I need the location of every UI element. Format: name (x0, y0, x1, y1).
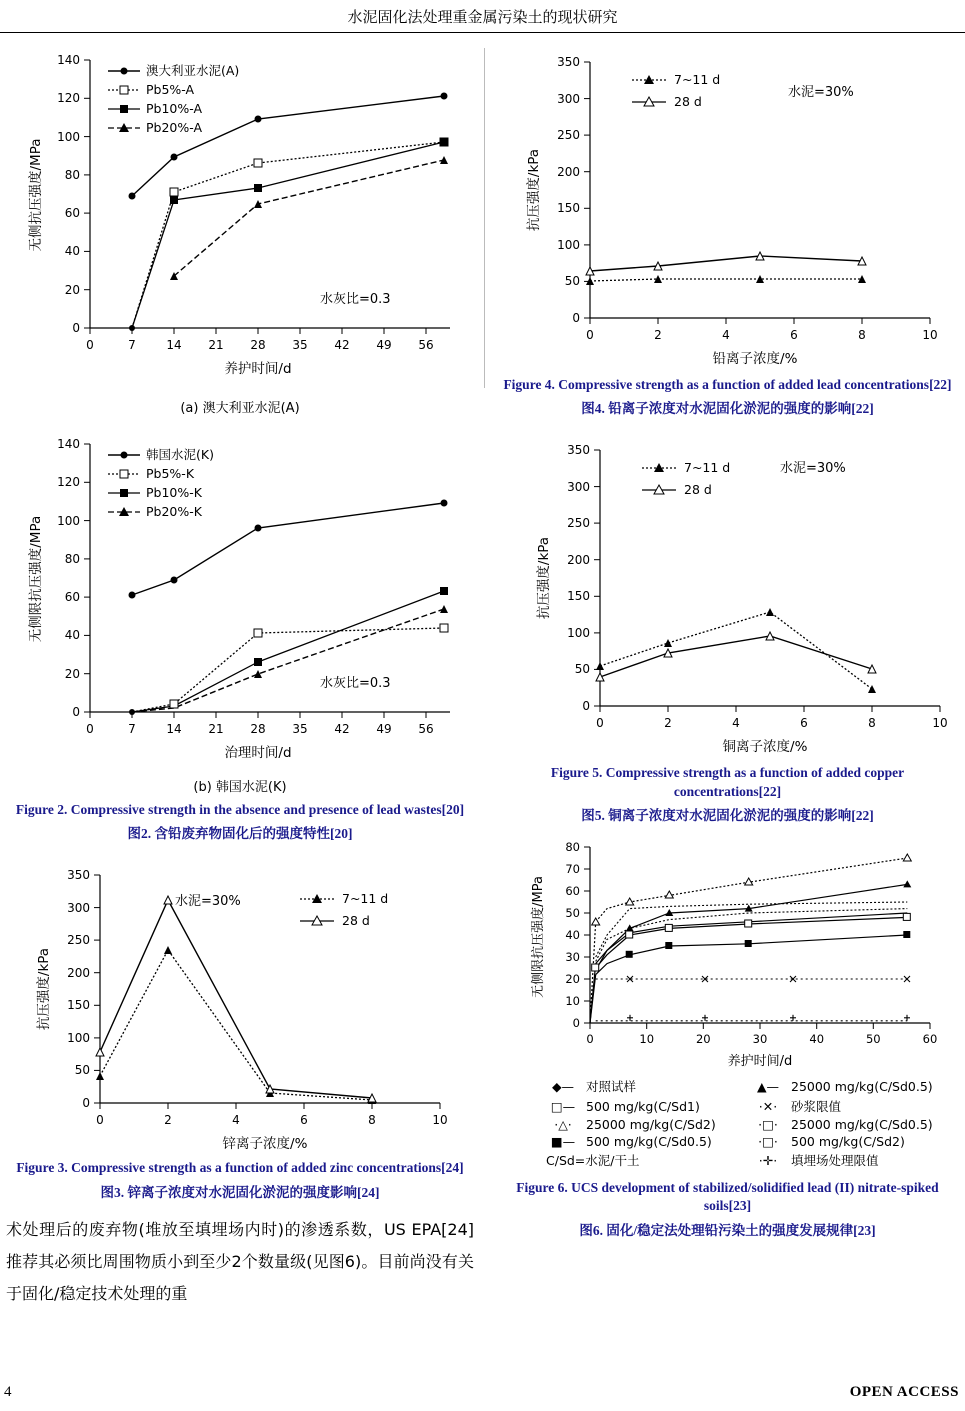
square-filled-icon: ■— (550, 1134, 576, 1150)
svg-text:养护时间/d: 养护时间/d (727, 1054, 793, 1070)
svg-text:140: 140 (57, 53, 80, 67)
svg-text:8: 8 (368, 1113, 376, 1128)
svg-text:10: 10 (922, 328, 938, 342)
legend-note: C/Sd=水泥/干土 (546, 1153, 640, 1169)
legend-item: ·△· 25000 mg/kg(C/Sd2) (546, 1117, 741, 1132)
svg-text:250: 250 (557, 128, 580, 142)
svg-text:56: 56 (418, 338, 434, 352)
svg-text:20: 20 (695, 1032, 711, 1047)
body-paragraph: 术处理后的废弃物(堆放至填埋场内时)的渗透系数，US EPA[24]推荐其必须比周围物质小到至少2个数量级(见图6)。目前尚没有关于固化/稳定技术处理的重 (6, 1219, 474, 1303)
figure4-caption-cn: 图4. 铅离子浓度对水泥固化淤泥的强度的影响[22] (581, 401, 874, 417)
page-number: 4 (4, 1384, 12, 1400)
svg-text:水灰比=0.3: 水灰比=0.3 (320, 676, 391, 691)
svg-text:无侧抗压强度/MPa: 无侧抗压强度/MPa (28, 138, 44, 252)
svg-text:7~11 d: 7~11 d (674, 72, 721, 87)
diamond-filled-icon: ◆— (551, 1078, 575, 1094)
svg-text:4: 4 (722, 328, 730, 342)
svg-text:锌离子浓度/%: 锌离子浓度/% (222, 1136, 308, 1153)
fig2a-subcaption: (a) 澳大利亚水泥(A) (180, 401, 300, 416)
svg-text:350: 350 (557, 55, 580, 69)
svg-text:养护时间/d: 养护时间/d (224, 361, 292, 377)
svg-text:50: 50 (565, 906, 580, 921)
svg-text:水泥=30%: 水泥=30% (175, 894, 241, 910)
header-divider (0, 32, 965, 33)
plus-icon: ·✛· (758, 1152, 778, 1168)
figure5-caption-cn: 图5. 铜离子浓度对水泥固化淤泥的强度的影响[22] (581, 807, 874, 823)
svg-text:100: 100 (67, 1031, 90, 1046)
svg-text:铅离子浓度/%: 铅离子浓度/% (712, 351, 798, 367)
svg-text:21: 21 (208, 338, 224, 352)
svg-text:7: 7 (128, 722, 136, 736)
svg-text:0: 0 (596, 716, 604, 731)
svg-text:80: 80 (64, 552, 80, 566)
svg-text:Pb20%-K: Pb20%-K (146, 504, 202, 519)
svg-text:28 d: 28 d (342, 913, 370, 929)
svg-text:2: 2 (654, 328, 662, 342)
svg-text:40: 40 (565, 928, 580, 943)
figure2-caption-cn: 图2. 含铅废弃物固化后的强度特性[20] (127, 826, 353, 842)
svg-text:2: 2 (164, 1113, 172, 1128)
svg-text:20: 20 (565, 972, 580, 987)
svg-text:0: 0 (96, 1113, 104, 1128)
legend-item: ◆— 对照试样 (546, 1077, 741, 1095)
svg-text:28: 28 (250, 722, 266, 736)
svg-text:抗压强度/kPa: 抗压强度/kPa (536, 537, 552, 620)
svg-text:水泥=30%: 水泥=30% (780, 461, 846, 477)
svg-text:30: 30 (752, 1032, 768, 1047)
svg-text:韩国水泥(K): 韩国水泥(K) (146, 447, 214, 462)
svg-text:28: 28 (250, 338, 266, 352)
svg-text:60: 60 (64, 590, 80, 604)
column-divider (484, 48, 485, 388)
figure3-caption-en: Figure 3. Compressive strength as a function of added zinc concentrations[24] (16, 1160, 464, 1176)
svg-text:10: 10 (565, 994, 580, 1009)
svg-text:Pb5%-K: Pb5%-K (146, 466, 195, 481)
square-open-dotted2-icon: ·□· (758, 1134, 778, 1150)
legend-item: ·✕· 砂浆限值 (751, 1097, 946, 1115)
svg-text:300: 300 (67, 901, 90, 916)
open-access-label: OPEN ACCESS (849, 1384, 959, 1400)
svg-text:300: 300 (567, 480, 590, 495)
svg-text:60: 60 (565, 884, 580, 899)
figure3-caption-cn: 图3. 锌离子浓度对水泥固化淤泥的强度影响[24] (100, 1184, 380, 1200)
svg-text:6: 6 (300, 1113, 308, 1128)
svg-text:42: 42 (334, 722, 350, 736)
svg-text:6: 6 (800, 716, 808, 731)
svg-text:8: 8 (868, 716, 876, 731)
svg-text:7~11 d: 7~11 d (684, 460, 731, 476)
svg-text:澳大利亚水泥(A): 澳大利亚水泥(A) (146, 63, 240, 78)
svg-text:0: 0 (572, 311, 580, 325)
svg-text:4: 4 (732, 716, 740, 731)
svg-text:200: 200 (67, 966, 90, 981)
svg-text:140: 140 (57, 437, 80, 451)
svg-text:6: 6 (790, 328, 798, 342)
svg-text:10: 10 (932, 716, 948, 731)
chart-fig5 (490, 428, 965, 758)
svg-text:0: 0 (586, 1032, 594, 1047)
svg-text:80: 80 (64, 168, 80, 182)
chart-fig2b (0, 424, 480, 795)
svg-text:250: 250 (67, 933, 90, 948)
svg-text:150: 150 (567, 589, 590, 604)
svg-text:0: 0 (86, 338, 94, 352)
svg-text:Pb5%-A: Pb5%-A (146, 82, 195, 97)
svg-text:4: 4 (232, 1113, 240, 1128)
figure6-legend (546, 1077, 946, 1169)
svg-text:35: 35 (292, 722, 308, 736)
cross-x-icon: ·✕· (758, 1098, 778, 1114)
chart-fig4 (490, 40, 965, 370)
svg-text:0: 0 (72, 321, 80, 335)
svg-text:0: 0 (82, 1096, 90, 1111)
svg-text:30: 30 (565, 950, 580, 965)
svg-text:10: 10 (432, 1113, 448, 1128)
figure4-caption-en: Figure 4. Compressive strength as a function of added lead concentrations[22] (503, 377, 952, 392)
triangle-filled-icon: ▲— (756, 1078, 780, 1094)
svg-text:0: 0 (586, 328, 594, 342)
svg-text:49: 49 (376, 722, 392, 736)
triangle-open-dotted-icon: ·△· (554, 1117, 572, 1133)
svg-text:7~11 d: 7~11 d (342, 891, 389, 907)
right-column (490, 40, 965, 1240)
svg-text:80: 80 (565, 840, 580, 855)
svg-text:7: 7 (128, 338, 136, 352)
chart-fig2a (0, 40, 480, 416)
svg-text:200: 200 (557, 165, 580, 179)
legend-item: ·✛· 填埋场处理限值 (751, 1151, 946, 1169)
svg-text:100: 100 (57, 514, 80, 528)
svg-text:300: 300 (557, 92, 580, 106)
svg-text:14: 14 (166, 338, 182, 352)
figure6-caption-en: Figure 6. UCS development of stabilized/solidified lead (II) nitrate-spiked soils[23] (516, 1180, 939, 1214)
svg-text:Pb20%-A: Pb20%-A (146, 120, 203, 135)
svg-text:无侧限抗压强度/MPa: 无侧限抗压强度/MPa (28, 515, 44, 643)
svg-text:50: 50 (574, 662, 590, 677)
svg-text:2: 2 (664, 716, 672, 731)
square-open-icon: □— (550, 1098, 576, 1114)
svg-text:350: 350 (67, 868, 90, 883)
svg-text:Pb10%-K: Pb10%-K (146, 485, 202, 500)
svg-text:抗压强度/kPa: 抗压强度/kPa (526, 148, 542, 232)
chart-fig3 (0, 853, 480, 1153)
svg-text:100: 100 (557, 238, 580, 252)
svg-text:0: 0 (572, 1016, 580, 1031)
svg-text:无侧限抗压强度/MPa: 无侧限抗压强度/MPa (531, 876, 546, 999)
fig2b-subcaption: (b) 韩国水泥(K) (193, 780, 287, 795)
svg-text:14: 14 (166, 722, 182, 736)
svg-text:抗压强度/kPa: 抗压强度/kPa (36, 948, 52, 1031)
svg-text:50: 50 (865, 1032, 881, 1047)
chart-fig6 (490, 833, 965, 1169)
svg-text:水泥=30%: 水泥=30% (788, 85, 854, 100)
svg-text:治理时间/d: 治理时间/d (224, 745, 292, 761)
svg-text:28 d: 28 d (674, 94, 702, 109)
svg-text:56: 56 (418, 722, 434, 736)
svg-text:0: 0 (582, 699, 590, 714)
svg-text:200: 200 (567, 553, 590, 568)
svg-text:0: 0 (72, 705, 80, 719)
svg-text:20: 20 (64, 283, 80, 297)
svg-text:120: 120 (57, 475, 80, 489)
svg-text:铜离子浓度/%: 铜离子浓度/% (722, 739, 808, 756)
svg-text:50: 50 (564, 274, 580, 288)
svg-text:40: 40 (64, 628, 80, 642)
svg-text:100: 100 (57, 130, 80, 144)
square-open-dotted-icon: ·□· (758, 1117, 778, 1133)
svg-text:0: 0 (86, 722, 94, 736)
legend-item: ▲— 25000 mg/kg(C/Sd0.5) (751, 1077, 946, 1095)
svg-text:20: 20 (64, 667, 80, 681)
svg-text:70: 70 (565, 862, 580, 877)
page-header: 水泥固化法处理重金属污染土的现状研究 (347, 8, 618, 26)
svg-text:250: 250 (567, 516, 590, 531)
svg-text:28 d: 28 d (684, 482, 712, 498)
svg-text:350: 350 (567, 443, 590, 458)
svg-text:120: 120 (57, 91, 80, 105)
svg-text:40: 40 (809, 1032, 825, 1047)
svg-text:水灰比=0.3: 水灰比=0.3 (320, 292, 391, 307)
figure5-caption-en: Figure 5. Compressive strength as a function of added copper concentrations[22] (550, 765, 905, 799)
svg-text:60: 60 (64, 206, 80, 220)
svg-text:60: 60 (922, 1032, 938, 1047)
svg-text:49: 49 (376, 338, 392, 352)
svg-text:40: 40 (64, 244, 80, 258)
figure6-caption-cn: 图6. 固化/稳定法处理铅污染土的强度发展规律[23] (579, 1222, 876, 1238)
svg-text:150: 150 (67, 998, 90, 1013)
svg-text:8: 8 (858, 328, 866, 342)
svg-text:150: 150 (557, 201, 580, 215)
legend-item: □— 500 mg/kg(C/Sd1) (546, 1097, 741, 1115)
figure2-caption-en: Figure 2. Compressive strength in the absence and presence of lead wastes[20] (15, 802, 465, 817)
left-column (0, 40, 480, 1310)
legend-item: ■— 500 mg/kg(C/Sd0.5) (546, 1134, 741, 1149)
svg-text:Pb10%-A: Pb10%-A (146, 101, 203, 116)
svg-text:50: 50 (74, 1063, 90, 1078)
svg-text:35: 35 (292, 338, 308, 352)
svg-text:21: 21 (208, 722, 224, 736)
svg-text:10: 10 (639, 1032, 655, 1047)
legend-item: ·□· 500 mg/kg(C/Sd2) (751, 1134, 946, 1149)
svg-text:42: 42 (334, 338, 350, 352)
svg-text:100: 100 (567, 626, 590, 641)
legend-item: ·□· 25000 mg/kg(C/Sd0.5) (751, 1117, 946, 1132)
